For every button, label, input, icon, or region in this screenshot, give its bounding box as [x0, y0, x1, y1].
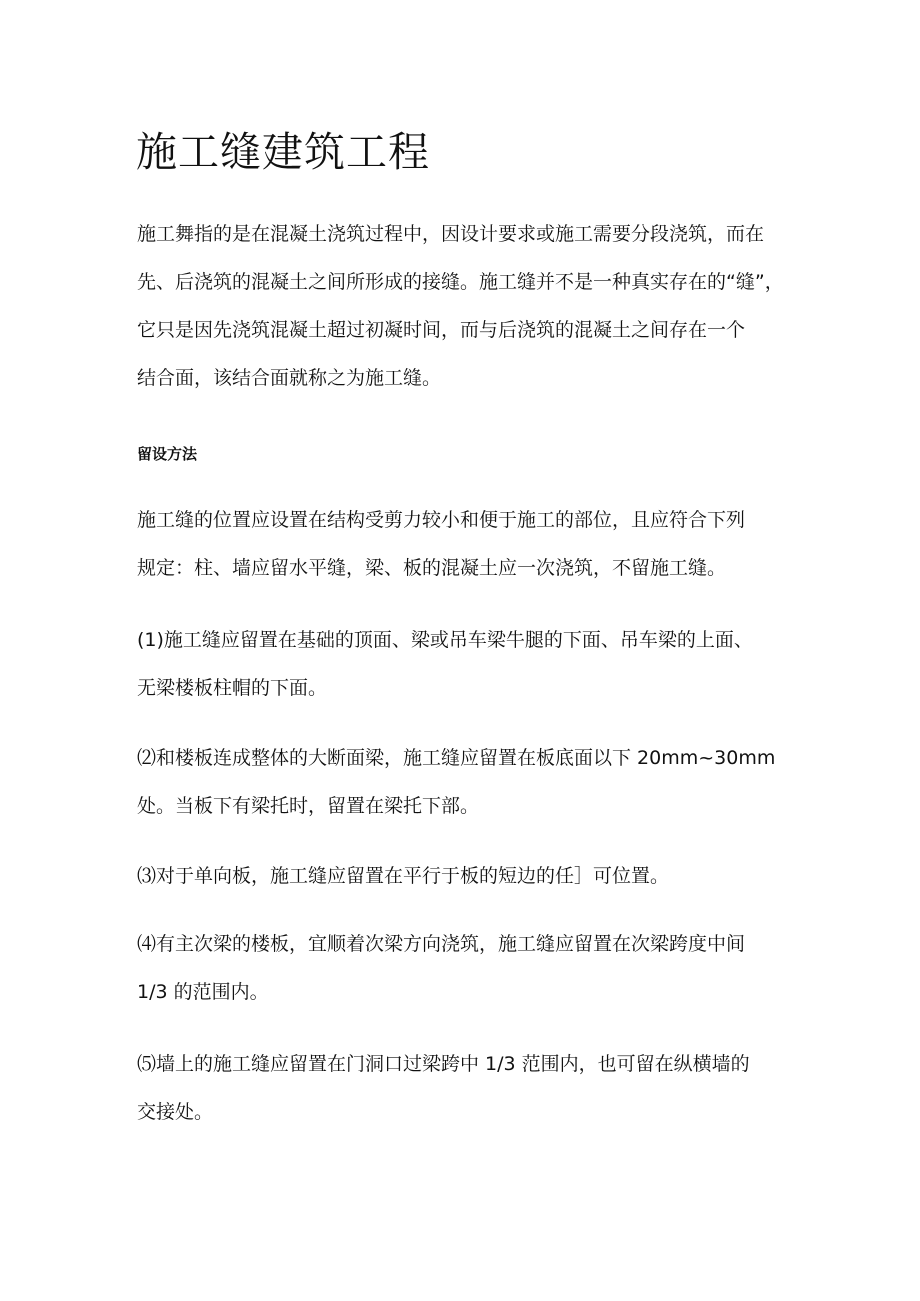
list-item-line: 1/3 的范围内。	[137, 981, 269, 1003]
list-item-line: 交接处。	[137, 1101, 214, 1123]
list-item-line: ⑷有主次梁的楼板，宜顺着次梁方向浇筑，施工缝应留置在次梁跨度中间	[137, 933, 746, 955]
list-item	[137, 616, 797, 712]
rule-line: 施工缝的位置应设置在结构受剪力较小和便于施工的部位，且应符合下列	[137, 509, 746, 531]
list-item	[137, 734, 797, 830]
intro-line: 先、后浇筑的混凝土之间所形成的接缝。施工缝并不是一种真实存在的“缝”，	[137, 271, 784, 293]
intro-line: 施工舞指的是在混凝土浇筑过程中，因设计要求或施工需要分段浇筑，而在	[137, 223, 765, 245]
section-heading: 留设方法	[137, 445, 198, 463]
list-item-line: 处。当板下有梁托时，留置在梁托下部。	[137, 795, 480, 817]
list-item	[137, 1040, 797, 1136]
list-item-line: ⑶对于单向板，施工缝应留置在平行于板的短边的任］可位置。	[137, 865, 670, 887]
rule-line: 规定：柱、墙应留水平缝，梁、板的混凝土应一次浇筑，不留施工缝。	[137, 557, 727, 579]
list-item-line: 无梁楼板柱帽的下面。	[137, 677, 328, 699]
document-title: 施工缝建筑工程	[136, 128, 430, 176]
list-item	[137, 920, 797, 1016]
list-item-line: (1)施工缝应留置在基础的顶面、梁或吊车梁牛腿的下面、吊车梁的上面、	[137, 629, 753, 651]
rule-paragraph	[137, 496, 797, 592]
intro-line: 结合面，该结合面就称之为施工缝。	[137, 367, 442, 389]
intro-paragraph	[137, 210, 797, 402]
intro-line: 它只是因先浇筑混凝土超过初凝时间，而与后浇筑的混凝土之间存在一个	[137, 319, 746, 341]
list-item-line: ⑸墙上的施工缝应留置在门洞口过梁跨中 1/3 范围内，也可留在纵横墙的	[137, 1053, 750, 1075]
list-item	[137, 852, 797, 900]
list-item-line: ⑵和楼板连成整体的大断面梁，施工缝应留置在板底面以下 20mm~30mm	[137, 747, 776, 769]
